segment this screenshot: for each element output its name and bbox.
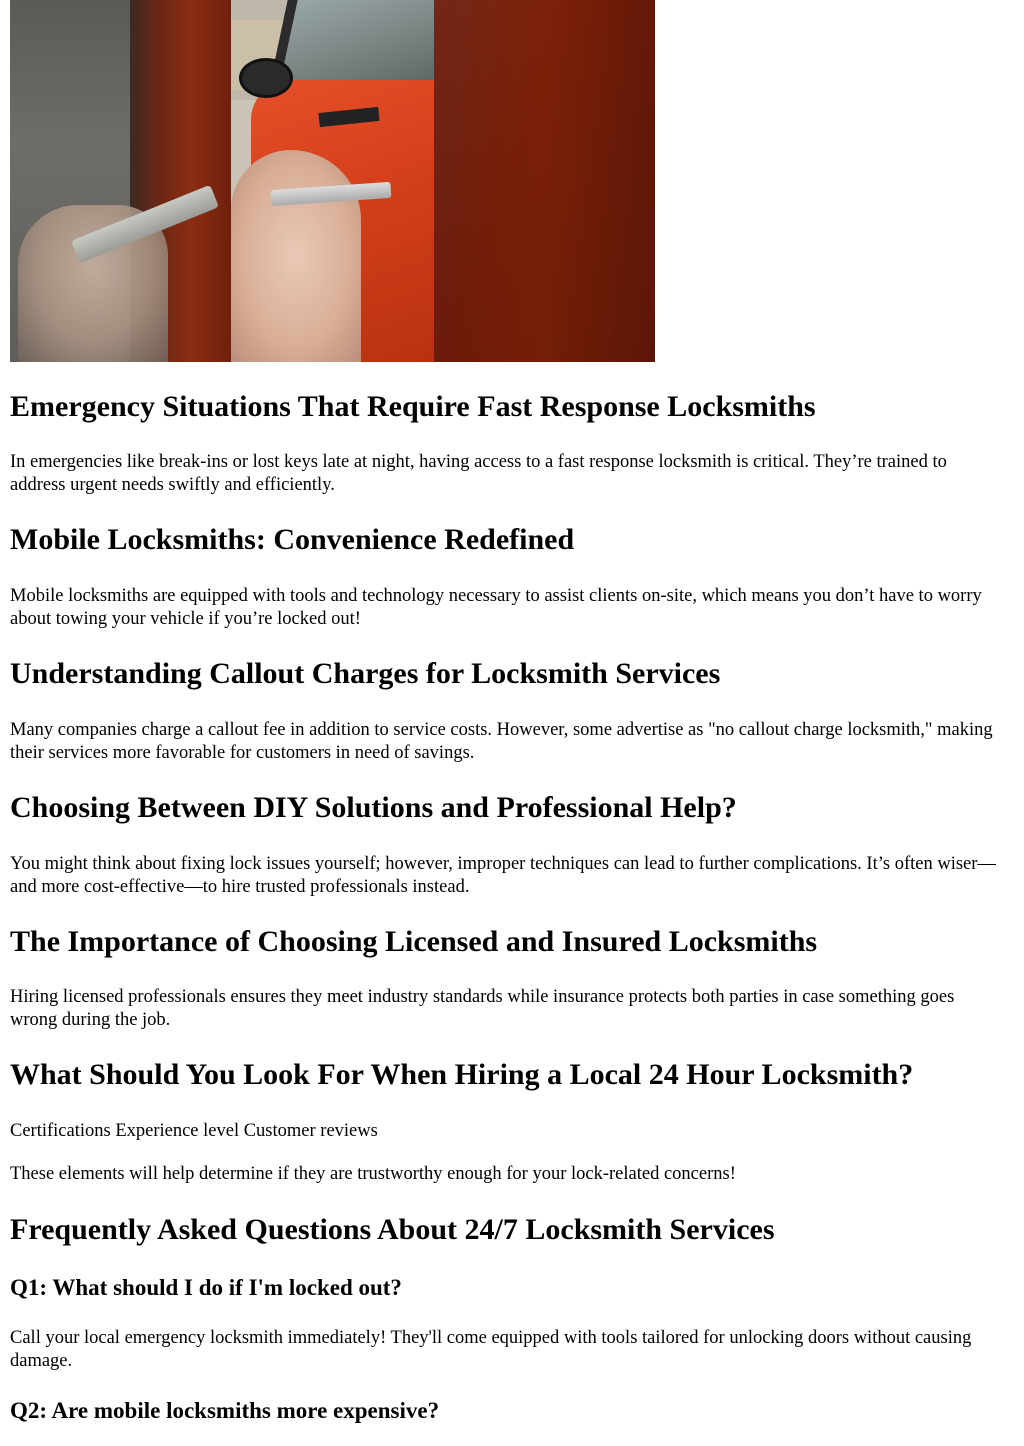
hero-car-paint [434,0,655,362]
section-heading: Mobile Locksmiths: Convenience Redefined [10,523,575,556]
section-heading: What Should You Look For When Hiring a Local 24 Hour Locksmith? [10,1058,914,1091]
hero-side-mirror [239,58,293,98]
section-paragraph: Certifications Experience level Customer reviews [10,1121,378,1141]
faq-heading: Frequently Asked Questions About 24/7 Locksmith Services [10,1213,775,1246]
section-paragraph: Mobile locksmiths are equipped with tools and technology necessary to assist clients on-site, which means you don’t have to worry about towing your vehicle if you’re locked out! [10,586,982,629]
section-paragraph: In emergencies like break-ins or lost keys late at night, having access to a fast response locksmith is critical. They’re trained to address urgent needs swiftly and efficiently. [10,452,947,495]
faq-question: Q1: What should I do if I'm locked out? [10,1275,402,1300]
faq-question: Q2: Are mobile locksmiths more expensive? [10,1398,440,1423]
hero-hands [231,150,361,362]
section-heading: Choosing Between DIY Solutions and Professional Help? [10,791,737,824]
section-paragraph: Hiring licensed professionals ensures they meet industry standards while insurance protects both parties in case something goes wrong during the job. [10,987,955,1030]
section-heading: Understanding Callout Charges for Locksmith Services [10,657,721,690]
hero-image [10,0,655,362]
faq-answer: Call your local emergency locksmith immediately! They'll come equipped with tools tailored for unlocking doors without causing damage. [10,1328,972,1371]
section-paragraph: These elements will help determine if they are trustworthy enough for your lock-related concerns! [10,1164,736,1184]
hero-panel-center [231,0,434,362]
hero-panel-left [10,0,231,362]
section-heading: The Importance of Choosing Licensed and Insured Locksmiths [10,925,818,958]
section-heading: Emergency Situations That Require Fast Response Locksmiths [10,390,816,423]
section-paragraph: You might think about fixing lock issues yourself; however, improper techniques can lead to further complications. It’s often wiser—and more cost-effective—to hire trusted professionals instead. [10,854,996,897]
section-paragraph: Many companies charge a callout fee in addition to service costs. However, some advertise as "no callout charge locksmith," making their services more favorable for customers in need of savings. [10,720,993,763]
hero-panel-right [434,0,655,362]
